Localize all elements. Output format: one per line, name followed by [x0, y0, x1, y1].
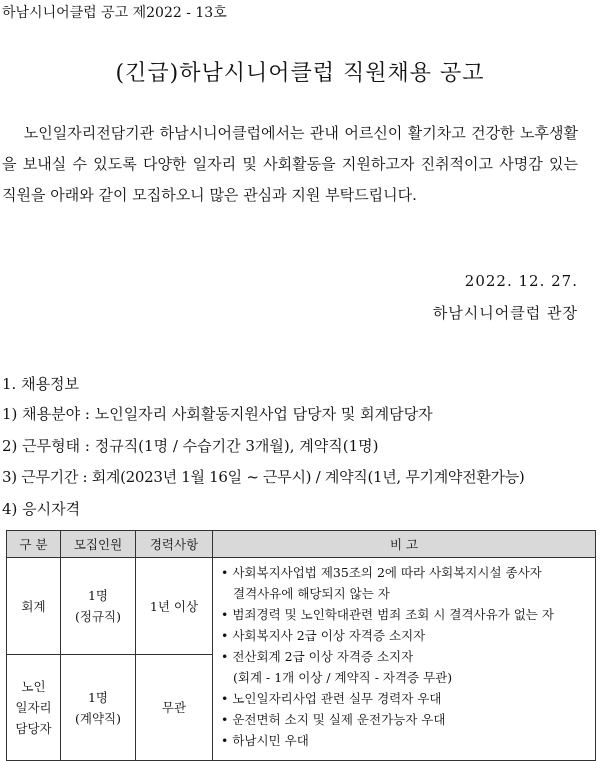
table-header-row [7, 531, 596, 558]
note-item: • 노인일자리사업 관련 실무 경력자 우대 [221, 691, 442, 706]
qualifications-table [6, 530, 596, 761]
header-notes: 비 고 [213, 531, 596, 558]
section-work-period: 3) 근무기간 : 회계(2023년 1월 16일 ~ 근무시) / 계약직(1년, 무기계약전환가능) [2, 468, 525, 486]
cell-count [61, 558, 136, 655]
division-line: 담당자 [15, 721, 52, 736]
section-employment-type: 2) 근무형태 : 정규직(1명 / 수습기간 3개월), 계약직(1명) [2, 437, 379, 455]
table-row [7, 558, 596, 655]
notice-number: 하남시니어클럽 공고 제2022 - 13호 [2, 5, 227, 21]
cell-career: 1년 이상 [136, 558, 213, 655]
notice-date: 2022. 12. 27. [464, 272, 578, 290]
section-recruitment-info: 1. 채용정보 [2, 375, 80, 393]
cell-notes [213, 558, 596, 761]
note-item: • 사회복지사업법 제35조의 2에 따라 사회복지시설 종사자 [221, 565, 542, 580]
intro-paragraph [2, 118, 578, 211]
header-career: 경력사항 [136, 531, 213, 558]
cell-division [7, 655, 61, 761]
division-line: 노인 [21, 679, 46, 694]
count-value: 1명 [87, 689, 109, 705]
count-type: (정규직) [75, 609, 121, 624]
note-item: • 하남시민 우대 [221, 733, 309, 748]
header-count: 모집인원 [61, 531, 136, 558]
header-division: 구 분 [7, 531, 61, 558]
intro-text: 노인일자리전담기관 하남시니어클럽에서는 관내 어르신이 활기차고 건강한 노후생활을 보내실 수 있도록 다양한 일자리 및 사회활동을 지원하고자 진취적이고 사명감 있는 직원을 아래와 같이 모집하오니 많은 관심과 지원 부탁드립니다. [2, 124, 578, 204]
note-item: • 사회복지사 2급 이상 자격증 소지자 [221, 628, 426, 643]
division-line: 일자리 [15, 700, 52, 715]
issuing-organization: 하남시니어클럽 관장 [432, 304, 578, 322]
note-item: (회계 - 1개 이상 / 계약직 - 자격증 무관) [233, 670, 453, 685]
count-type: (계약직) [75, 710, 121, 726]
cell-division: 회계 [7, 558, 61, 655]
count-value: 1명 [87, 588, 109, 603]
section-qualifications: 4) 응시자격 [2, 500, 81, 518]
document-title: (긴급)하남시니어클럽 직원채용 공고 [115, 61, 485, 86]
note-item: • 운전면허 소지 및 실제 운전가능자 우대 [221, 712, 446, 727]
note-item: • 전산회계 2급 이상 자격증 소지자 [221, 649, 414, 664]
note-item: • 범죄경력 및 노인학대관련 범죄 조회 시 결격사유가 없는 자 [221, 607, 554, 622]
cell-count [61, 655, 136, 761]
section-recruitment-field: 1) 채용분야 : 노인일자리 사회활동지원사업 담당자 및 회계담당자 [2, 405, 433, 423]
note-item: 결격사유에 해당되지 않는 자 [233, 586, 390, 601]
cell-career: 무관 [136, 655, 213, 761]
